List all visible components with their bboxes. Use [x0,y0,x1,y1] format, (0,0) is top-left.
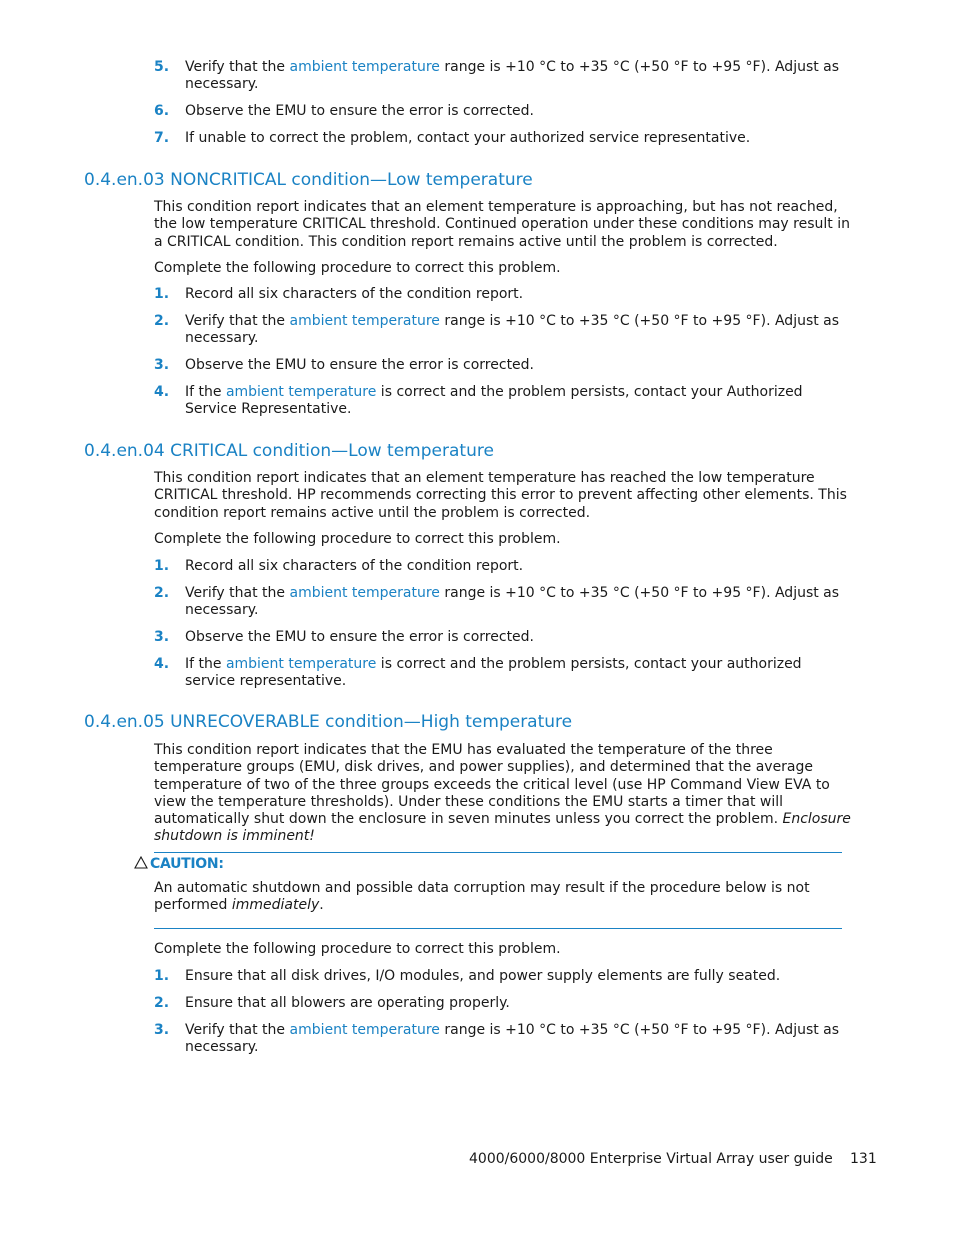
list-item [154,558,854,575]
list-item [154,656,854,690]
list-item [154,103,854,120]
ambient-temperature-link[interactable]: ambient temperature [289,1022,440,1038]
list-item [154,585,854,619]
ambient-temperature-link[interactable]: ambient temperature [289,313,440,329]
procedure-step-list [154,968,854,1066]
step-number: 3. [154,357,170,373]
step-number: 5. [154,59,170,75]
page-number: 131 [850,1151,877,1167]
list-item [154,384,854,418]
step-text: Observe the EMU to ensure the error is corrected. [185,357,535,373]
step-number: 6. [154,103,170,119]
ambient-temperature-link[interactable]: ambient temperature [225,384,377,400]
step-number: 1. [154,286,170,302]
caution-top-rule [154,852,842,853]
step-number: 3. [154,629,170,645]
list-item [154,130,854,147]
list-item [154,968,854,985]
caution-text-end: . [319,897,324,914]
step-text: Record all six characters of the condition report. [185,286,524,302]
step-number: 2. [154,313,170,329]
step-number: 3. [154,1022,170,1038]
step-text: Observe the EMU to ensure the error is corrected. [185,629,535,645]
procedure-step-list [154,286,854,428]
step-text-post: range is +10 °C to +35 °C (+50 °F to +95 °F). Adjust as necessary. [185,1022,840,1055]
step-text: Ensure that all blowers are operating properly. [185,995,510,1011]
step-text-pre: If the [185,656,226,672]
section-intro: This condition report indicates that an element temperature is approaching, but has not reached, the low temperature CRITICAL threshold. Continued operation under these conditions may result in a CRITICAL condition. This condition report remains active until the problem is corrected. [154,199,850,250]
caution-emphasis: immediately [231,897,320,914]
procedure-intro: Complete the following procedure to correct this problem. [154,260,561,276]
step-number: 1. [154,968,170,984]
step-text-pre: If the [185,384,226,400]
section-heading: 0.4.en.05 UNRECOVERABLE condition—High temperature [84,712,573,732]
step-text: Record all six characters of the condition report. [185,558,524,574]
section-intro [154,742,859,846]
section-heading: 0.4.en.03 NONCRITICAL condition—Low temperature [84,170,533,190]
warning-triangle-icon [134,856,150,873]
ambient-temperature-link[interactable]: ambient temperature [289,585,440,601]
step-text-pre: Verify that the [185,1022,290,1038]
step-text-pre: Verify that the [185,313,290,329]
step-text: If unable to correct the problem, contact your authorized service representative. [185,130,751,146]
step-text-post: range is +10 °C to +35 °C (+50 °F to +95 °F). Adjust as necessary. [185,59,840,92]
list-item [154,629,854,646]
step-number: 7. [154,130,170,146]
procedure-intro: Complete the following procedure to correct this problem. [154,941,561,957]
section-heading: 0.4.en.04 CRITICAL condition—Low temperature [84,441,494,461]
list-item [154,995,854,1012]
procedure-intro: Complete the following procedure to correct this problem. [154,531,561,547]
caution-text [154,880,844,915]
step-number: 1. [154,558,170,574]
section-intro-text: This condition report indicates that the EMU has evaluated the temperature of the three temperature groups (EMU, disk drives, and power supplies), and determined that the average temperature of two of the three groups exceeds the critical level (use HP Command View EVA to view the temperature thresholds). Under these conditions the EMU starts a timer that will automatically shut down the enclosure in seven minutes unless you correct the problem. [154,742,830,828]
step-text-post: range is +10 °C to +35 °C (+50 °F to +95 °F). Adjust as necessary. [185,585,840,618]
list-item [154,1022,854,1056]
step-text: Observe the EMU to ensure the error is corrected. [185,103,535,119]
footer-title: 4000/6000/8000 Enterprise Virtual Array user guide [469,1151,833,1167]
step-number: 2. [154,585,170,601]
step-text-post: is correct and the problem persists, contact your Authorized Service Representative. [185,384,803,417]
caution-label: CAUTION: [150,856,224,872]
list-item [154,357,854,374]
ambient-temperature-link[interactable]: ambient temperature [225,656,377,672]
step-text-pre: Verify that the [185,585,290,601]
step-text-post: range is +10 °C to +35 °C (+50 °F to +95 °F). Adjust as necessary. [185,313,840,346]
step-number: 4. [154,656,170,672]
section-intro-emphasis: Enclosure shutdown is imminent! [154,811,851,845]
caution-text-body: An automatic shutdown and possible data corruption may result if the procedure below is not performed [154,880,810,914]
caution-title [134,856,224,873]
continued-step-list [154,59,854,157]
caution-bottom-rule [154,928,842,929]
step-text-pre: Verify that the [185,59,290,75]
list-item [154,286,854,303]
step-text: Ensure that all disk drives, I/O modules, and power supply elements are fully seated. [185,968,781,984]
list-item [154,313,854,347]
list-item [154,59,854,93]
ambient-temperature-link[interactable]: ambient temperature [289,59,440,75]
step-number: 2. [154,995,170,1011]
step-text-post: is correct and the problem persists, contact your authorized service representative. [185,656,802,689]
procedure-step-list [154,558,854,700]
step-number: 4. [154,384,170,400]
section-intro: This condition report indicates that an element temperature has reached the low temperature CRITICAL threshold. HP recommends correcting this error to prevent affecting other elements. This condition report remains active until the problem is corrected. [154,470,847,521]
